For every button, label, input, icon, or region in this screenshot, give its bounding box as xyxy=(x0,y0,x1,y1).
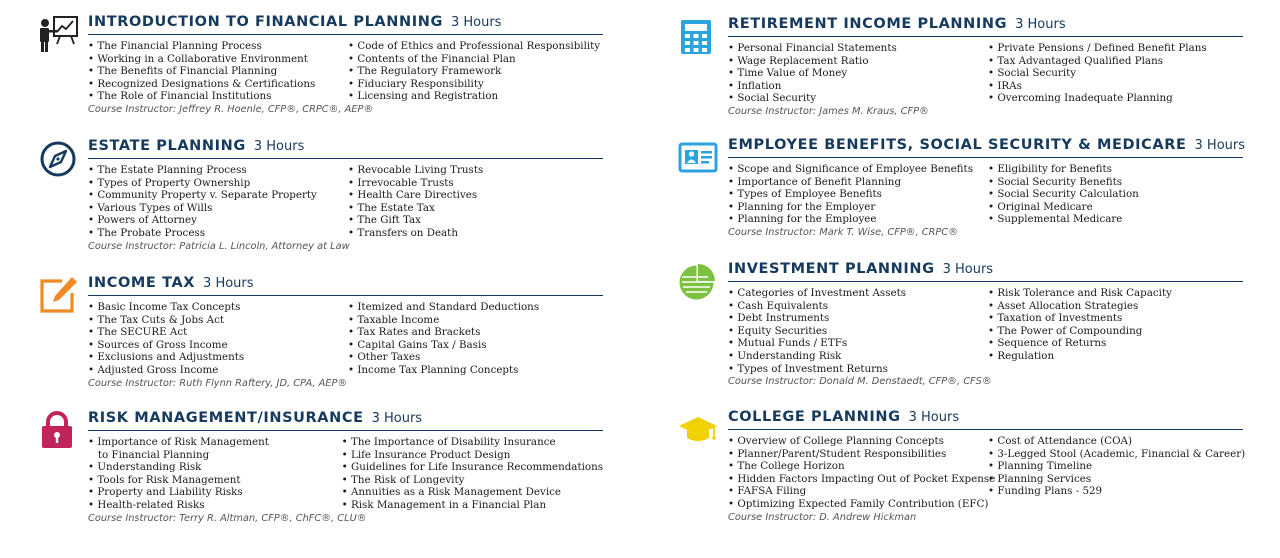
topic-item: • Annuities as a Risk Management Device xyxy=(342,486,603,499)
course-hours: 3 Hours xyxy=(1015,17,1066,32)
topic-item: • Community Property v. Separate Property xyxy=(88,189,348,202)
topic-item: • Powers of Attorney xyxy=(88,214,348,227)
topic-item: • Social Security Calculation xyxy=(988,188,1243,201)
topic-item: • IRAs xyxy=(988,80,1243,93)
id-card-icon xyxy=(678,137,718,177)
course-title: INCOME TAX xyxy=(88,275,196,291)
topics-column-right xyxy=(988,435,1245,511)
course-instructor: Course Instructor: Donald M. Denstaedt, CFP®, CFS® xyxy=(728,376,992,388)
topic-item: • The College Horizon xyxy=(728,460,988,473)
topic-item: • The Power of Compounding xyxy=(988,325,1243,338)
topic-item: • Eligibility for Benefits xyxy=(988,163,1243,176)
topic-item: • The Probate Process xyxy=(88,227,348,240)
topic-item: • Licensing and Registration xyxy=(348,90,603,103)
topics-column-right xyxy=(988,287,1243,375)
topic-item: • Private Pensions / Defined Benefit Plans xyxy=(988,42,1243,55)
topic-item: • Transfers on Death xyxy=(348,227,603,240)
topics-column-right xyxy=(342,436,603,512)
topic-item: • Guidelines for Life Insurance Recommendations xyxy=(342,461,603,474)
course-title: COLLEGE PLANNING xyxy=(728,409,901,425)
topic-item: • Working in a Collaborative Environment xyxy=(88,53,348,66)
topic-item: • The Financial Planning Process xyxy=(88,40,348,53)
topics-column-left xyxy=(88,164,348,240)
course-hours: 3 Hours xyxy=(1194,138,1246,153)
topic-item: • Tax Rates and Brackets xyxy=(348,326,603,339)
topic-item: • Importance of Risk Management xyxy=(88,436,342,449)
course-instructor: Course Instructor: Ruth Flynn Raftery, JD, CPA, AEP® xyxy=(88,377,348,389)
topic-item: • Health-related Risks xyxy=(88,499,342,512)
course-instructor: Course Instructor: James M. Kraus, CFP® xyxy=(728,105,929,117)
course-title: EMPLOYEE BENEFITS, SOCIAL SECURITY & MEDICARE xyxy=(728,137,1187,153)
topic-item: • Sources of Gross Income xyxy=(88,339,348,352)
topic-item: • Social Security Benefits xyxy=(988,176,1243,189)
topic-item: • Contents of the Financial Plan xyxy=(348,53,603,66)
course-hours: 3 Hours xyxy=(253,139,305,154)
course-hours: 3 Hours xyxy=(942,262,994,277)
topic-item: • Life Insurance Product Design xyxy=(342,449,603,462)
topic-item: • The Benefits of Financial Planning xyxy=(88,65,348,78)
topic-item: • Overcoming Inadequate Planning xyxy=(988,92,1243,105)
topic-item: • Inflation xyxy=(728,80,988,93)
topic-item: • Planner/Parent/Student Responsibilities xyxy=(728,448,988,461)
topic-item: • Taxation of Investments xyxy=(988,312,1243,325)
topic-item: • Original Medicare xyxy=(988,201,1243,214)
topic-item: • Social Security xyxy=(988,67,1243,80)
topic-item: • Regulation xyxy=(988,350,1243,363)
topic-item: • Cash Equivalents xyxy=(728,300,988,313)
topic-item: • Sequence of Returns xyxy=(988,337,1243,350)
topic-item: • Exclusions and Adjustments xyxy=(88,351,348,364)
topic-item: • Property and Liability Risks xyxy=(88,486,342,499)
course-title: ESTATE PLANNING xyxy=(88,138,246,154)
topic-item: • Optimizing Expected Family Contribution (EFC) xyxy=(728,498,988,511)
topic-item: • Irrevocable Trusts xyxy=(348,177,603,190)
edit-pencil-icon xyxy=(38,275,78,315)
graduation-cap-icon xyxy=(678,409,718,449)
topic-item: • Tax Advantaged Qualified Plans xyxy=(988,55,1243,68)
topic-item: to Financial Planning xyxy=(97,448,210,461)
topic-item: • Basic Income Tax Concepts xyxy=(88,301,348,314)
topics-column-left xyxy=(728,42,988,105)
topic-item: • Cost of Attendance (COA) xyxy=(988,435,1245,448)
topic-item: • Risk Tolerance and Risk Capacity xyxy=(988,287,1243,300)
topic-item: • Various Types of Wills xyxy=(88,202,348,215)
padlock-icon xyxy=(38,410,78,450)
topic-item: • Importance of Benefit Planning xyxy=(728,176,988,189)
topics-column-right xyxy=(348,40,603,103)
course-instructor: Course Instructor: D. Andrew Hickman xyxy=(728,511,917,523)
topics-column-left xyxy=(88,301,348,377)
topic-item: • Income Tax Planning Concepts xyxy=(348,364,603,377)
course-hours: 3 Hours xyxy=(908,410,960,425)
topic-item: • Planning Timeline xyxy=(988,460,1245,473)
compass-icon xyxy=(38,138,78,178)
topic-item: • Hidden Factors Impacting Out of Pocket Expense xyxy=(728,473,988,486)
course-instructor: Course Instructor: Jeffrey R. Hoenle, CFP®, CRPC®, AEP® xyxy=(88,103,374,115)
topic-item: • The Estate Tax xyxy=(348,202,603,215)
course-hours: 3 Hours xyxy=(450,15,502,30)
course-hours: 3 Hours xyxy=(203,276,254,291)
topic-item: • Planning for the Employer xyxy=(728,201,988,214)
topic-item: • Adjusted Gross Income xyxy=(88,364,348,377)
topic-item: • Wage Replacement Ratio xyxy=(728,55,988,68)
topic-item: • Debt Instruments xyxy=(728,312,988,325)
topics-column-left xyxy=(728,435,996,511)
topics-column-right xyxy=(988,163,1243,226)
course-instructor: Course Instructor: Patricia L. Lincoln, Attorney at Law xyxy=(88,240,350,252)
topics-column-right xyxy=(988,42,1243,105)
topic-item: • Understanding Risk xyxy=(728,350,988,363)
topics-column-left xyxy=(88,436,342,512)
pie-chart-icon xyxy=(678,261,718,301)
topic-item: • Asset Allocation Strategies xyxy=(988,300,1243,313)
topics-column-left xyxy=(728,287,988,375)
topic-item: • The Role of Financial Institutions xyxy=(88,90,348,103)
topic-item: • Capital Gains Tax / Basis xyxy=(348,339,603,352)
topic-item: • 3-Legged Stool (Academic, Financial & Career) xyxy=(988,448,1245,461)
topic-item: • Types of Investment Returns xyxy=(728,363,988,376)
course-title: RETIREMENT INCOME PLANNING xyxy=(728,16,1008,32)
course-title: RISK MANAGEMENT/INSURANCE xyxy=(88,410,364,426)
topic-item: • Scope and Significance of Employee Benefits xyxy=(728,163,988,176)
course-instructor: Course Instructor: Terry R. Altman, CFP®, ChFC®, CLU® xyxy=(88,512,367,524)
course-hours: 3 Hours xyxy=(371,411,423,426)
course-instructor: Course Instructor: Mark T. Wise, CFP®, CRPC® xyxy=(728,226,958,238)
topic-item: • Personal Financial Statements xyxy=(728,42,988,55)
topic-item: • The SECURE Act xyxy=(88,326,348,339)
topic-item: • The Estate Planning Process xyxy=(88,164,348,177)
topic-item: • FAFSA Filing xyxy=(728,485,988,498)
topic-item: • Funding Plans - 529 xyxy=(988,485,1245,498)
topic-item: • The Risk of Longevity xyxy=(342,474,603,487)
topics-column-right xyxy=(348,301,603,377)
topics-column-right xyxy=(348,164,603,240)
topic-item: • Recognized Designations & Certifications xyxy=(88,78,348,91)
topic-item: • The Gift Tax xyxy=(348,214,603,227)
topic-item: • Overview of College Planning Concepts xyxy=(728,435,988,448)
topic-item: • Revocable Living Trusts xyxy=(348,164,603,177)
topic-item: • Tools for Risk Management xyxy=(88,474,342,487)
course-title: INTRODUCTION TO FINANCIAL PLANNING xyxy=(88,14,443,30)
topic-item: • Health Care Directives xyxy=(348,189,603,202)
course-title: INVESTMENT PLANNING xyxy=(728,261,935,277)
topic-item: • Understanding Risk xyxy=(88,461,342,474)
topic-item: • Mutual Funds / ETFs xyxy=(728,337,988,350)
presentation-board-icon xyxy=(38,14,78,54)
topic-item: • The Tax Cuts & Jobs Act xyxy=(88,314,348,327)
topic-item: • Categories of Investment Assets xyxy=(728,287,988,300)
topic-item: • Equity Securities xyxy=(728,325,988,338)
topic-item: • The Importance of Disability Insurance xyxy=(342,436,603,449)
topic-item: • Time Value of Money xyxy=(728,67,988,80)
topics-column-left xyxy=(88,40,348,103)
topic-item: • The Regulatory Framework xyxy=(348,65,603,78)
topic-item: • Social Security xyxy=(728,92,988,105)
topic-item: • Itemized and Standard Deductions xyxy=(348,301,603,314)
topic-item: • Code of Ethics and Professional Responsibility xyxy=(348,40,603,53)
topic-item: • Taxable Income xyxy=(348,314,603,327)
calculator-icon xyxy=(678,16,718,56)
topic-item: • Types of Employee Benefits xyxy=(728,188,988,201)
topic-item: • Supplemental Medicare xyxy=(988,213,1243,226)
topics-column-left xyxy=(728,163,988,226)
topic-item: • Planning Services xyxy=(988,473,1245,486)
topic-item: • Other Taxes xyxy=(348,351,603,364)
topic-item: • Risk Management in a Financial Plan xyxy=(342,499,603,512)
topic-item: • Fiduciary Responsibility xyxy=(348,78,603,91)
topic-item: • Types of Property Ownership xyxy=(88,177,348,190)
topic-item: • Planning for the Employee xyxy=(728,213,988,226)
